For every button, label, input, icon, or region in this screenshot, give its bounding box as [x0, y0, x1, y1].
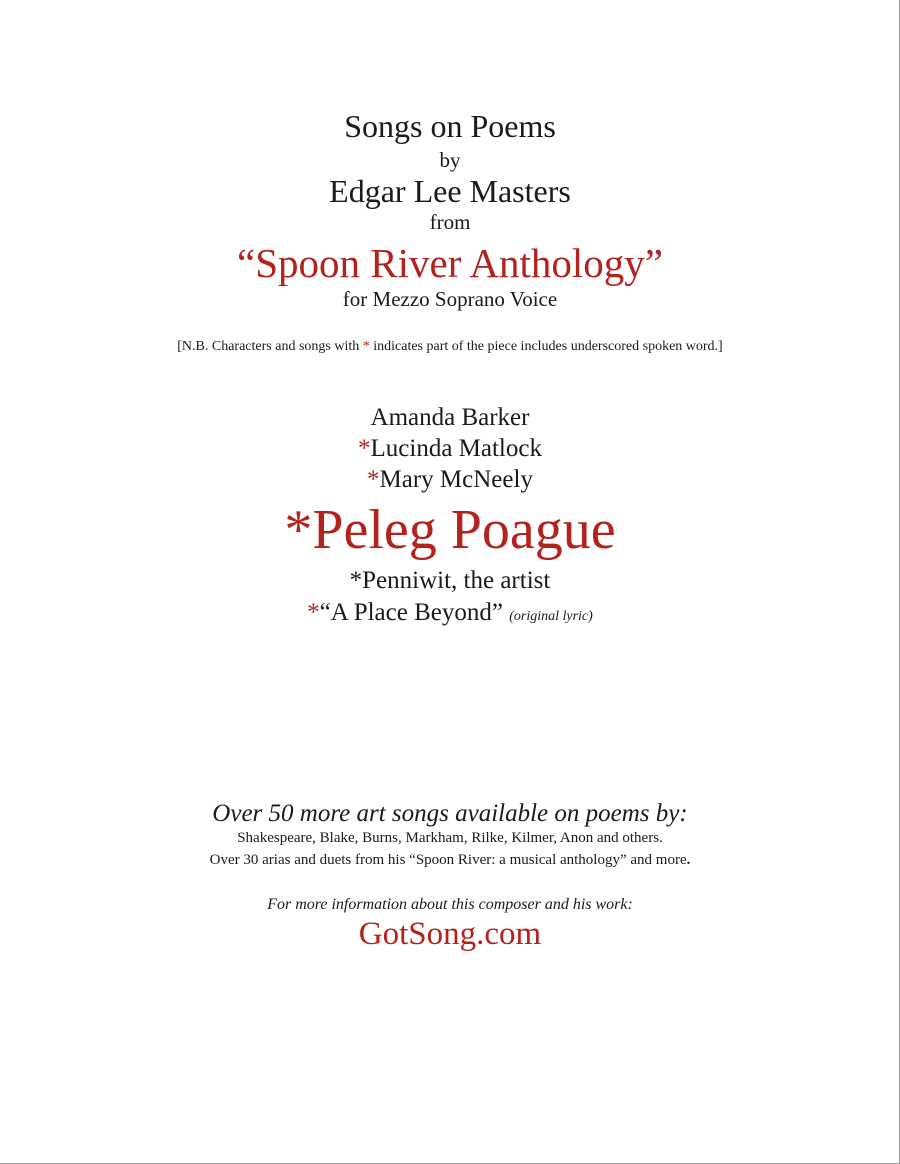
info-line: For more information about this composer and his work: — [267, 896, 633, 913]
spoken-word-asterisk: * — [307, 599, 320, 626]
website-link[interactable]: GotSong.com — [358, 916, 542, 952]
title-from: from — [429, 210, 471, 234]
note-text-before: [N.B. Characters and songs with — [177, 339, 363, 354]
anthology-title: “Spoon River Anthology” — [237, 240, 663, 286]
song-note: (original lyric) — [509, 609, 593, 624]
title-by: by — [439, 148, 461, 172]
title-line: Songs on Poems — [344, 108, 556, 144]
song-lucinda-matlock — [0, 436, 900, 461]
song-title: Lucinda Matlock — [370, 435, 542, 462]
song-a-place-beyond — [0, 600, 900, 625]
song-penniwit: *Penniwit, the artist — [349, 567, 551, 594]
arias-period: . — [686, 852, 691, 868]
song-title: “A Place Beyond” — [319, 599, 503, 626]
song-title: Mary McNeely — [379, 466, 533, 493]
voice-type: for Mezzo Soprano Voice — [342, 287, 558, 311]
promo-poets: Shakespeare, Blake, Burns, Markham, Rilke, Kilmer, Anon and others. — [237, 830, 663, 846]
featured-song-peleg-poague: *Peleg Poague — [284, 499, 616, 561]
note-text-after: indicates part of the piece includes underscored spoken word.] — [369, 339, 723, 354]
spoken-word-asterisk: * — [358, 435, 371, 462]
song-amanda-barker: Amanda Barker — [370, 404, 530, 431]
song-mary-mcneely — [0, 467, 900, 492]
spoken-word-asterisk: * — [367, 466, 380, 493]
spoken-word-note — [0, 340, 900, 354]
promo-arias — [0, 853, 900, 868]
author-name: Edgar Lee Masters — [329, 173, 571, 209]
promo-heading: Over 50 more art songs available on poems by: — [212, 800, 688, 827]
note-asterisk: * — [362, 339, 370, 354]
arias-text: Over 30 arias and duets from his “Spoon River: a musical anthology” and more — [209, 852, 687, 868]
